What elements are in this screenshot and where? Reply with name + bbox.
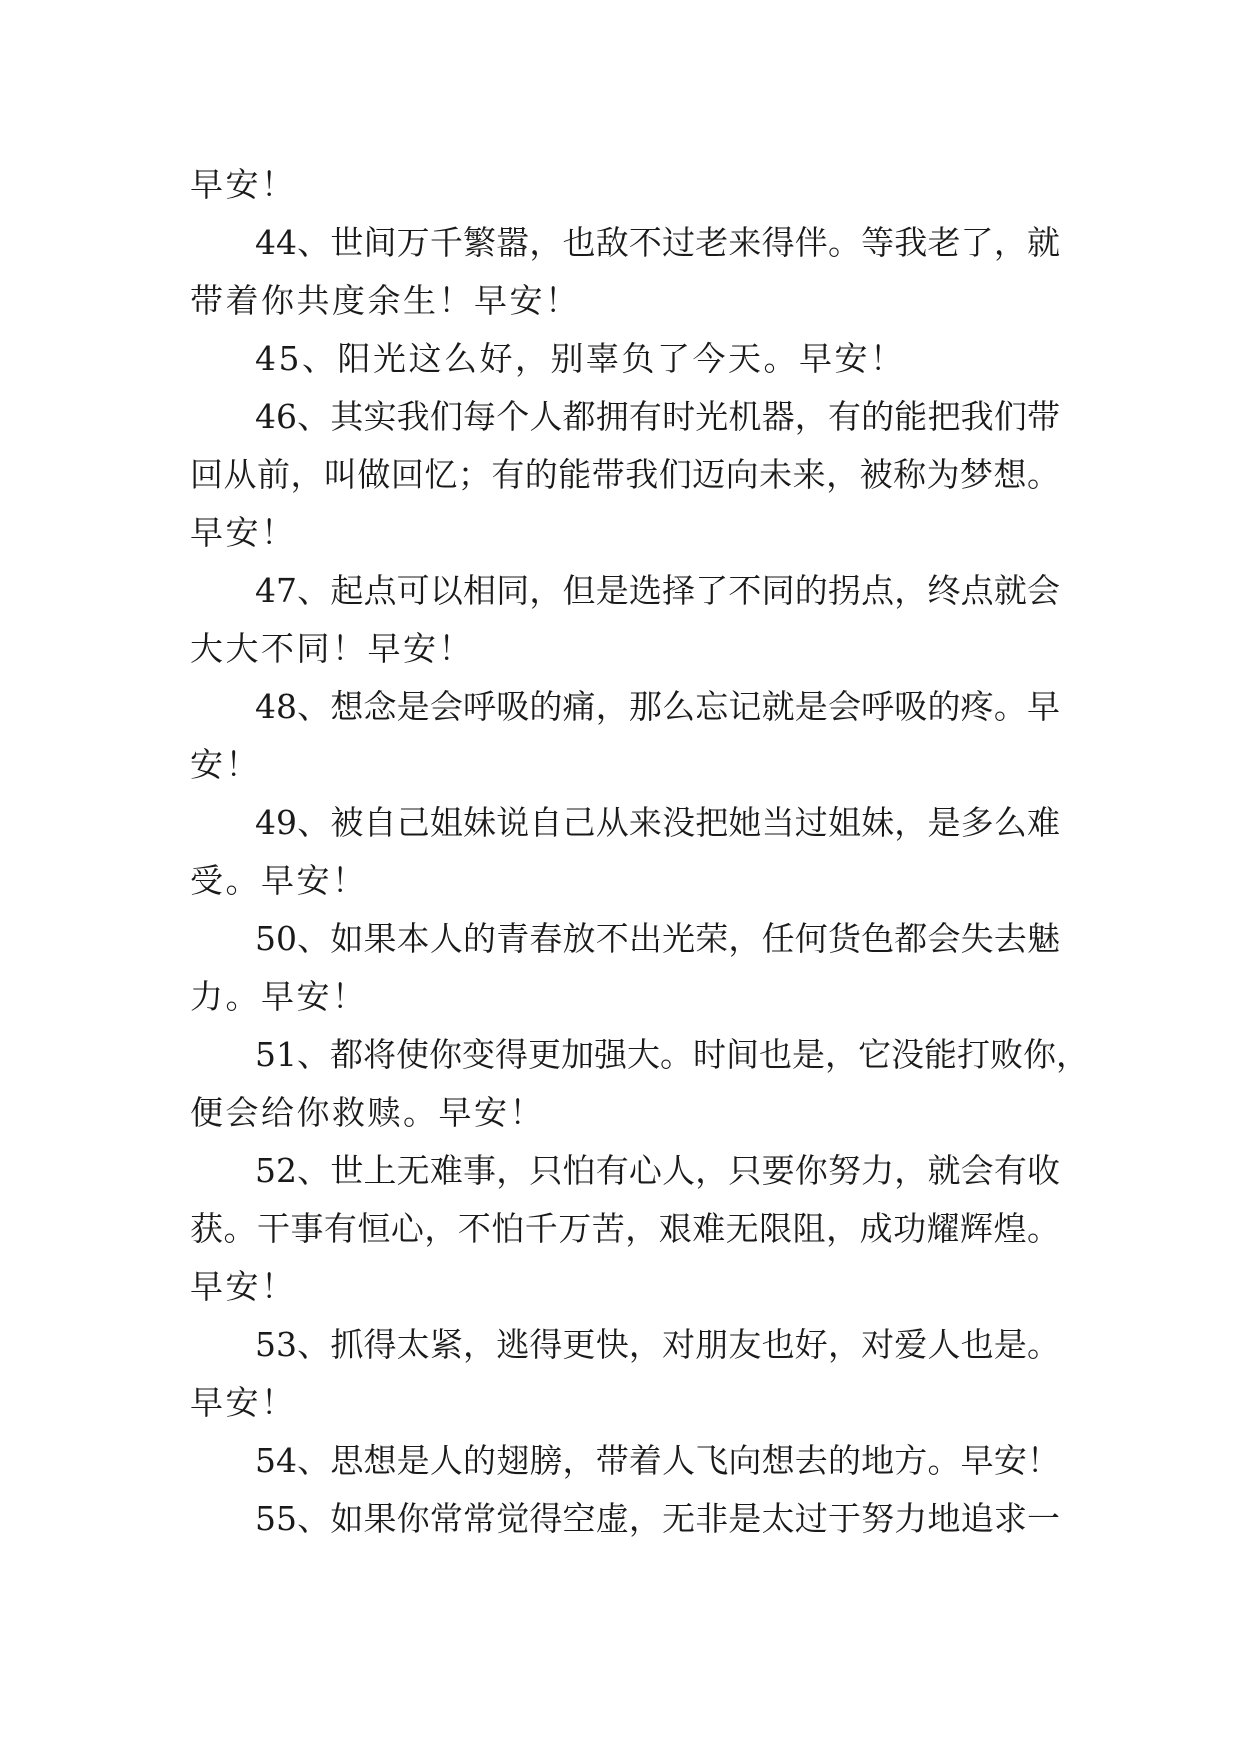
text-line: 大大不同！早安！ bbox=[190, 629, 474, 668]
text-line: 47、起点可以相同，但是选择了不同的拐点，终点就会 bbox=[255, 571, 1060, 610]
text-line: 早安！ bbox=[190, 165, 297, 204]
text-line: 51、都将使你变得更加强大。时间也是，它没能打败你， bbox=[255, 1035, 1089, 1074]
text-line: 52、世上无难事，只怕有心人，只要你努力，就会有收 bbox=[255, 1151, 1060, 1190]
text-line: 带着你共度余生！早安！ bbox=[190, 281, 581, 320]
text-line: 45、阳光这么好，别辜负了今天。早安！ bbox=[255, 339, 906, 378]
text-line: 力。早安！ bbox=[190, 977, 368, 1016]
text-line: 早安！ bbox=[190, 1383, 297, 1422]
text-line: 48、想念是会呼吸的痛，那么忘记就是会呼吸的疼。早 bbox=[255, 687, 1060, 726]
text-line: 早安！ bbox=[190, 513, 297, 552]
text-line: 50、如果本人的青春放不出光荣，任何货色都会失去魅 bbox=[255, 919, 1060, 958]
text-line: 回从前，叫做回忆；有的能带我们迈向未来，被称为梦想。 bbox=[190, 455, 1060, 494]
text-line: 便会给你救赎。早安！ bbox=[190, 1093, 545, 1132]
text-line: 55、如果你常常觉得空虚，无非是太过于努力地追求一 bbox=[255, 1499, 1060, 1538]
text-line: 46、其实我们每个人都拥有时光机器，有的能把我们带 bbox=[255, 397, 1060, 436]
text-line: 44、世间万千繁嚣，也敌不过老来得伴。等我老了，就 bbox=[255, 223, 1060, 262]
text-line: 49、被自己姐妹说自己从来没把她当过姐妹，是多么难 bbox=[255, 803, 1060, 842]
text-line: 53、抓得太紧，逃得更快，对朋友也好，对爱人也是。 bbox=[255, 1325, 1060, 1364]
text-line: 54、思想是人的翅膀，带着人飞向想去的地方。早安！ bbox=[255, 1441, 1060, 1480]
text-line: 受。早安！ bbox=[190, 861, 368, 900]
text-line: 安！ bbox=[190, 745, 261, 784]
text-line: 获。干事有恒心，不怕千万苦，艰难无限阻，成功耀辉煌。 bbox=[190, 1209, 1060, 1248]
text-line: 早安！ bbox=[190, 1267, 297, 1306]
